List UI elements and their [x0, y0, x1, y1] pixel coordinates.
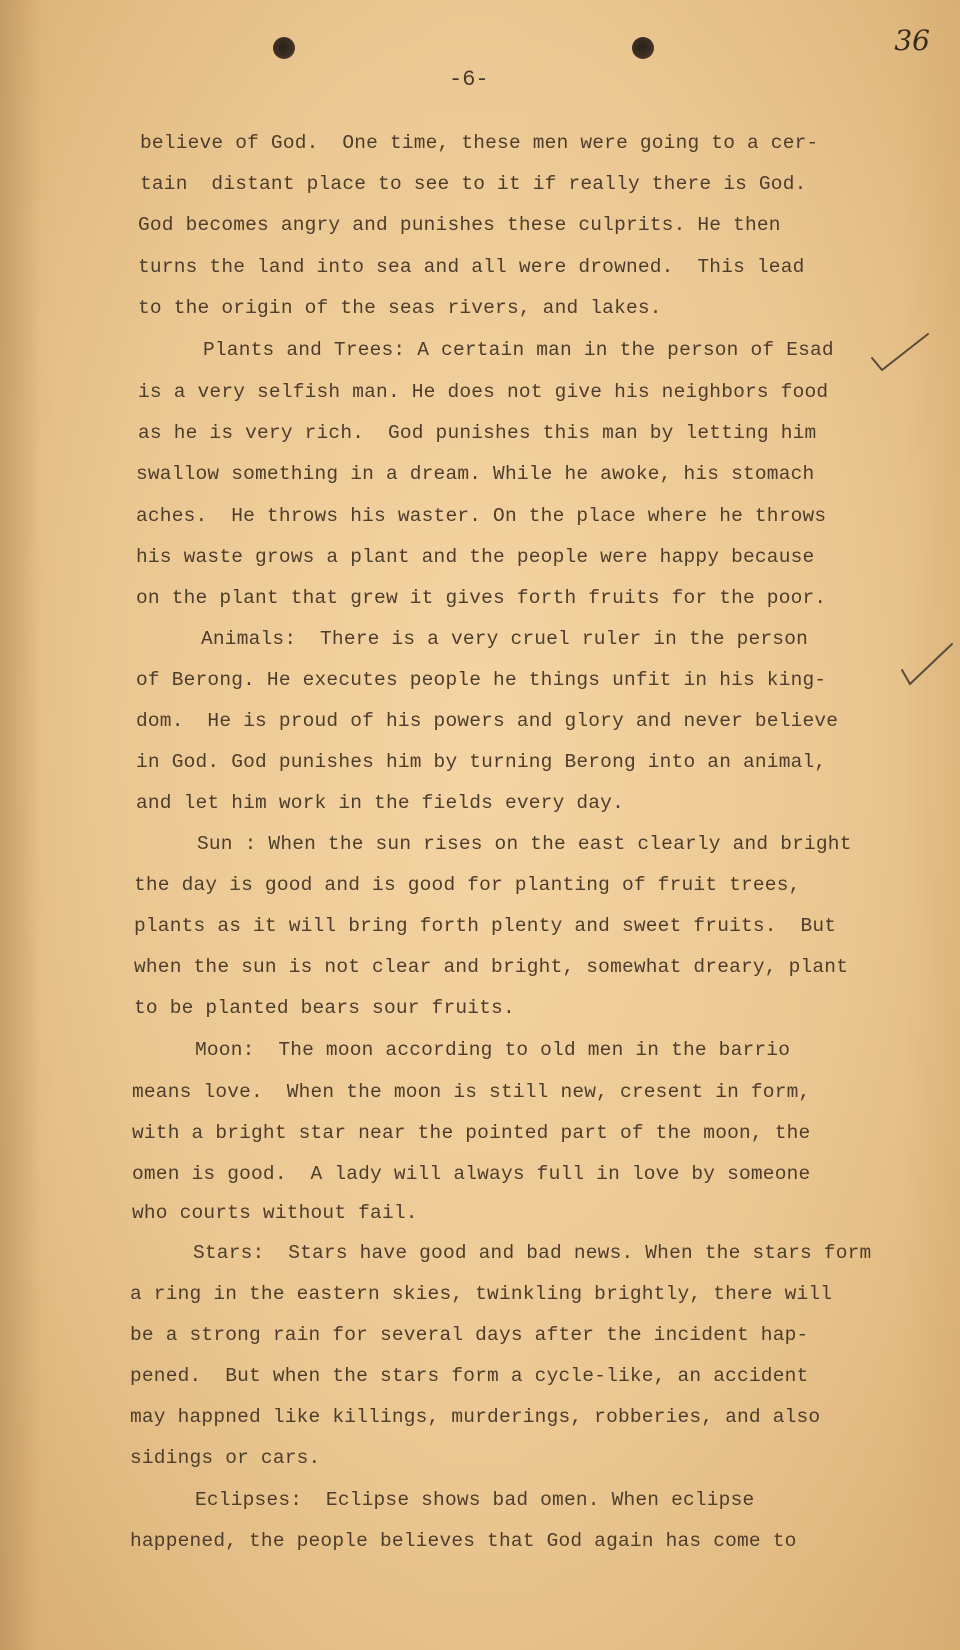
text-line: to the origin of the seas rivers, and lakes. [138, 297, 662, 319]
text-line: his waste grows a plant and the people were happy because [136, 546, 815, 568]
text-line: the day is good and is good for planting of fruit trees, [134, 874, 801, 896]
text-line: turns the land into sea and all were drowned. This lead [138, 256, 805, 278]
text-line: plants as it will bring forth plenty and sweet fruits. But [134, 915, 837, 937]
text-line: when the sun is not clear and bright, somewhat dreary, plant [134, 956, 849, 978]
page-number: -6- [449, 67, 489, 92]
text-line: Plants and Trees: A certain man in the person of Esad [203, 339, 834, 361]
text-line: and let him work in the fields every day. [136, 792, 624, 814]
text-line: who courts without fail. [132, 1202, 418, 1224]
text-line: dom. He is proud of his powers and glory and never believe [136, 710, 839, 732]
text-line: with a bright star near the pointed part of the moon, the [132, 1122, 811, 1144]
text-line: in God. God punishes him by turning Berong into an animal, [136, 751, 827, 773]
text-line: tain distant place to see to it if really there is God. [140, 173, 807, 195]
text-line: on the plant that grew it gives forth fruits for the poor. [136, 587, 827, 609]
text-line: happened, the people believes that God again has come to [130, 1530, 797, 1552]
text-line: as he is very rich. God punishes this man by letting him [138, 422, 817, 444]
text-line: Stars: Stars have good and bad news. When the stars form [193, 1242, 872, 1264]
text-line: swallow something in a dream. While he awoke, his stomach [136, 463, 815, 485]
text-line: believe of God. One time, these men were going to a cer- [140, 132, 819, 154]
text-line: Moon: The moon according to old men in the barrio [195, 1039, 791, 1061]
text-line: may happned like killings, murderings, robberies, and also [130, 1406, 821, 1428]
text-line: Eclipses: Eclipse shows bad omen. When eclipse [195, 1489, 755, 1511]
text-line: means love. When the moon is still new, cresent in form, [132, 1081, 811, 1103]
text-line: aches. He throws his waster. On the place where he throws [136, 505, 827, 527]
text-line: is a very selfish man. He does not give his neighbors food [138, 381, 829, 403]
text-line: be a strong rain for several days after the incident hap- [130, 1324, 809, 1346]
text-line: of Berong. He executes people he things unfit in his king- [136, 669, 827, 691]
text-line: omen is good. A lady will always full in love by someone [132, 1163, 811, 1185]
checkmark-icon [898, 640, 958, 690]
text-line: pened. But when the stars form a cycle-like, an accident [130, 1365, 809, 1387]
text-line: sidings or cars. [130, 1447, 321, 1469]
checkmark-icon [868, 330, 938, 380]
folio-number: 36 [894, 24, 930, 57]
text-line: Sun : When the sun rises on the east clearly and bright [197, 833, 852, 855]
text-line: to be planted bears sour fruits. [134, 997, 515, 1019]
text-line: God becomes angry and punishes these culprits. He then [138, 214, 781, 236]
text-line: Animals: There is a very cruel ruler in the person [201, 628, 808, 650]
text-line: a ring in the eastern skies, twinkling brightly, there will [130, 1283, 833, 1305]
